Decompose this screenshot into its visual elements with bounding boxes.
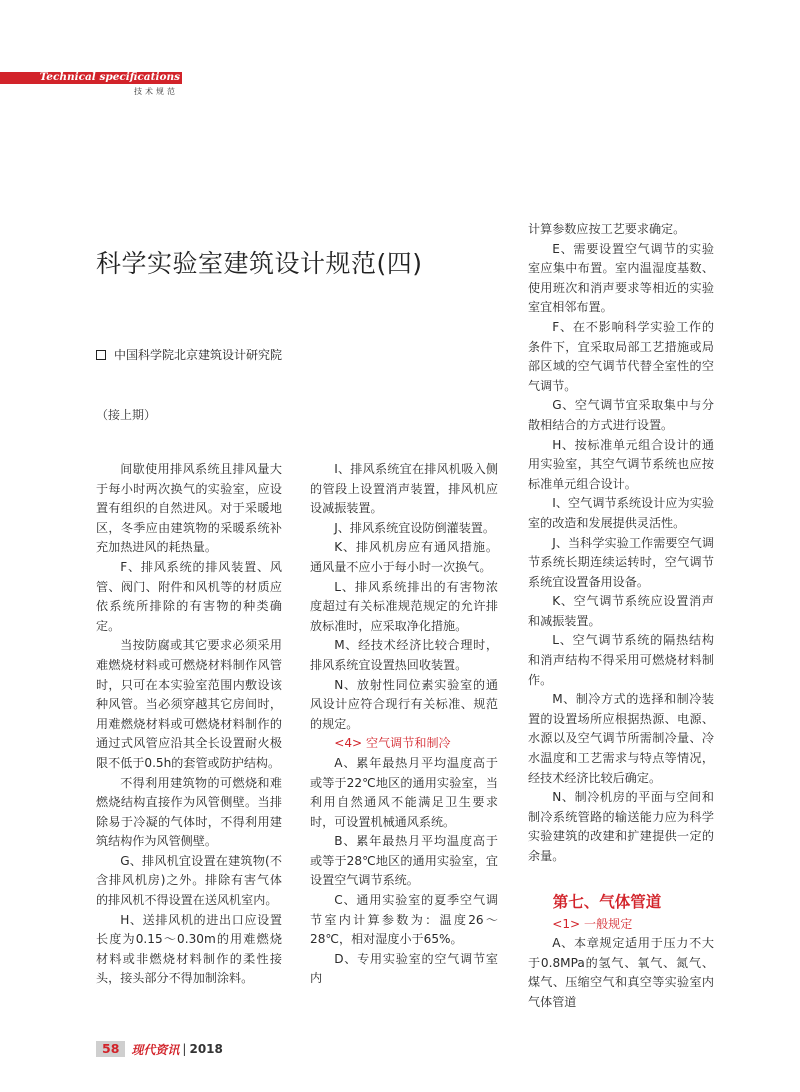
section-title-en: Technical specifications xyxy=(39,71,180,83)
paragraph: A、本章规定适用于压力不大于0.8MPa的氢气、氧气、氮气、煤气、压缩空气和真空等实验室内气体管道 xyxy=(528,936,714,1009)
paragraph: 当按防腐或其它要求必须采用难燃烧材料或可燃烧材料制作风管时，只可在本实验室范围内敷设该种风管。当必须穿越其它房间时，用难燃烧材料或可燃烧材料制作的通过式风管应沿其全长设置耐火极限不低于0.5h的套管或防护结构。 xyxy=(96,638,282,770)
paragraph: I、空气调节系统设计应为实验室的改造和发展提供灵活性。 xyxy=(528,496,714,530)
section-header-bar xyxy=(0,72,182,84)
body-column-3 xyxy=(528,220,714,1013)
paragraph: N、放射性同位素实验室的通风设计应符合现行有关标准、规范的规定。 xyxy=(310,677,498,731)
paragraph: H、按标准单元组合设计的通用实验室，其空气调节系统也应按标准单元组合设计。 xyxy=(528,437,714,491)
section-title-cn: 技术规范 xyxy=(134,87,178,96)
author-line xyxy=(96,346,282,363)
paragraph: G、排风机宜设置在建筑物(不含排风机房)之外。排除有害气体的排风机不得设置在送风机室内。 xyxy=(96,853,282,908)
paragraph: 计算参数应按工艺要求确定。 xyxy=(528,222,686,236)
section-heading: 第七、气体管道 xyxy=(552,892,662,911)
paragraph: K、排风机房应有通风措施。通风量不应小于每小时一次换气。 xyxy=(310,540,498,574)
footer-separator: | xyxy=(182,1042,187,1056)
paragraph: L、空气调节系统的隔热结构和消声结构不得采用可燃烧材料制作。 xyxy=(528,633,714,687)
body-column-2 xyxy=(310,460,498,989)
paragraph: M、制冷方式的选择和制冷装置的设置场所应根据热源、电源、水源以及空气调节所需制冷量、冷水温度和工艺需求与特点等情况，经技术经济比较后确定。 xyxy=(528,692,714,785)
article-title: 科学实验室建筑设计规范(四) xyxy=(96,249,423,278)
square-bullet-icon xyxy=(96,350,106,360)
paragraph: G、空气调节宜采取集中与分散相结合的方式进行设置。 xyxy=(528,398,714,432)
paragraph: F、排风系统的排风装置、风管、阀门、附件和风机等的材质应依系统所排除的有害物的种类确定。 xyxy=(96,559,282,633)
issue-year: 2018 xyxy=(189,1042,223,1056)
paragraph: J、排风系统宜设防倒灌装置。 xyxy=(334,520,495,535)
page-footer xyxy=(96,1041,223,1057)
magazine-name: 现代资讯 xyxy=(131,1042,180,1057)
subsection-heading: <1> 一般规定 xyxy=(552,916,633,931)
subsection-heading: <4> 空气调节和制冷 xyxy=(334,736,451,751)
continued-note: （接上期） xyxy=(96,408,157,422)
paragraph: F、在不影响科学实验工作的条件下，宜采取局部工艺措施或局部区域的空气调节代替全室性的空气调节。 xyxy=(528,319,714,393)
paragraph: D、专用实验室的空气调节室内 xyxy=(310,951,498,986)
paragraph: J、当科学实验工作需要空气调节系统长期连续运转时，空气调节系统宜设置备用设备。 xyxy=(528,535,714,589)
paragraph: K、空气调节系统应设置消声和减振装置。 xyxy=(528,594,714,628)
paragraph: N、制冷机房的平面与空间和制冷系统管路的输送能力应为科学实验建筑的改建和扩建提供一定的余量。 xyxy=(528,790,714,863)
paragraph: M、经技术经济比较合理时，排风系统宜设置热回收装置。 xyxy=(310,638,498,672)
page-number: 58 xyxy=(96,1041,125,1057)
paragraph: I、排风系统宜在排风机吸入侧的管段上设置消声装置，排风机应设减振装置。 xyxy=(310,462,498,516)
paragraph: L、排风系统排出的有害物浓度超过有关标准规范规定的允许排放标准时，应采取净化措施。 xyxy=(310,579,498,633)
paragraph: E、需要设置空气调节的实验室应集中布置。室内温湿度基数、使用班次和消声要求等相近的实验室宜相邻布置。 xyxy=(528,241,714,315)
body-column-1 xyxy=(96,460,282,989)
paragraph: A、累年最热月平均温度高于或等于22℃地区的通用实验室，当利用自然通风不能满足卫生要求时，可设置机械通风系统。 xyxy=(310,755,498,829)
paragraph: B、累年最热月平均温度高于或等于28℃地区的通用实验室，宜设置空气调节系统。 xyxy=(310,834,498,888)
author-name: 中国科学院北京建筑设计研究院 xyxy=(114,348,283,362)
paragraph: H、送排风机的进出口应设置长度为0.15～0.30m的用难燃烧材料或非燃烧材料制作的柔性接头，接头部分不得加制涂料。 xyxy=(96,912,282,986)
paragraph: C、通用实验室的夏季空气调节室内计算参数为：温度26～28℃，相对湿度小于65%。 xyxy=(310,893,498,947)
paragraph: 间歇使用排风系统且排风量大于每小时两次换气的实验室，应设置有组织的自然进风。对于采暖地区，冬季应由建筑物的采暖系统补充加热进风的耗热量。 xyxy=(96,462,282,555)
paragraph: 不得利用建筑物的可燃烧和难燃烧结构直接作为风管侧壁。当排除易于冷凝的气体时，不得利用建筑结构作为风管侧壁。 xyxy=(96,775,282,849)
